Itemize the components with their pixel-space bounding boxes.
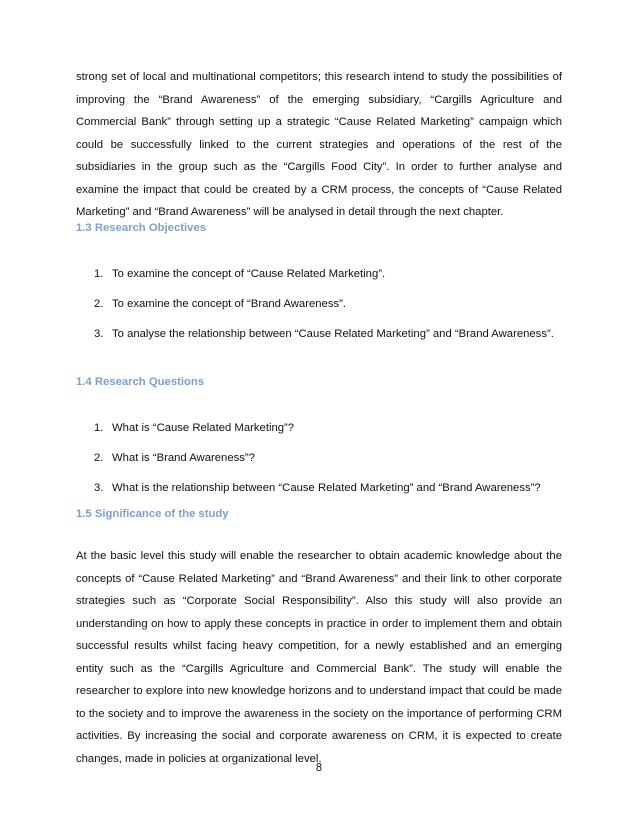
list-number: 1. [94, 268, 104, 280]
objective-item-1 [94, 263, 562, 286]
question-item-2 [94, 447, 562, 470]
list-text: To examine the concept of “Cause Related Marketing”. [112, 268, 386, 280]
list-number: 3. [94, 328, 104, 340]
page-number: 8 [315, 762, 323, 774]
objective-item-3 [94, 323, 562, 346]
list-number: 2. [94, 452, 104, 464]
list-text: To examine the concept of “Brand Awareness”. [112, 298, 347, 310]
significance-paragraph: At the basic level this study will enable the researcher to obtain academic knowledge about the concepts of “Cause Related Marketing” and “Brand Awareness” and their link to other corporate strategies such as “Corporate Social Responsibility”. Also this study will also provide an understanding on how to apply these concepts in practice in order to implement them and obtain successful results whilst facing heavy competition, for a newly established and an emerging entity such as the “Cargills Agriculture and Commercial Bank”. The study will enable the researcher to explore into new knowledge horizons and to understand impact that could be made to the society and to improve the awareness in the society on the importance of performing CRM activities. By increasing the social and corporate awareness on CRM, it is expected to create changes, made in policies at organizational level. [76, 550, 562, 765]
questions-heading: 1.4 Research Questions [76, 376, 205, 388]
list-text: To analyse the relationship between “Cause Related Marketing” and “Brand Awareness”. [112, 328, 554, 340]
question-item-3 [94, 477, 562, 500]
list-text: What is the relationship between “Cause Related Marketing” and “Brand Awareness”? [112, 482, 541, 494]
significance-heading: 1.5 Significance of the study [76, 508, 229, 520]
list-text: What is “Brand Awareness”? [112, 452, 255, 464]
list-number: 1. [94, 422, 104, 434]
objectives-heading: 1.3 Research Objectives [76, 222, 206, 234]
intro-paragraph: strong set of local and multinational competitors; this research intend to study the possibilities of improving the “Brand Awareness” of the emerging subsidiary, “Cargills Agriculture and Commercial Bank” through setting up a strategic “Cause Related Marketing” campaign which could be successfully linked to the current strategies and operations of the rest of the subsidiaries in the group such as the “Cargills Food City”. In order to further analyse and examine the impact that could be created by a CRM process, the concepts of “Cause Related Marketing” and “Brand Awareness” will be analysed in detail through the next chapter. [76, 71, 562, 218]
question-item-1 [94, 417, 562, 440]
list-text: What is “Cause Related Marketing”? [112, 422, 295, 434]
list-number: 2. [94, 298, 104, 310]
objective-item-2 [94, 293, 562, 316]
list-number: 3. [94, 482, 104, 494]
